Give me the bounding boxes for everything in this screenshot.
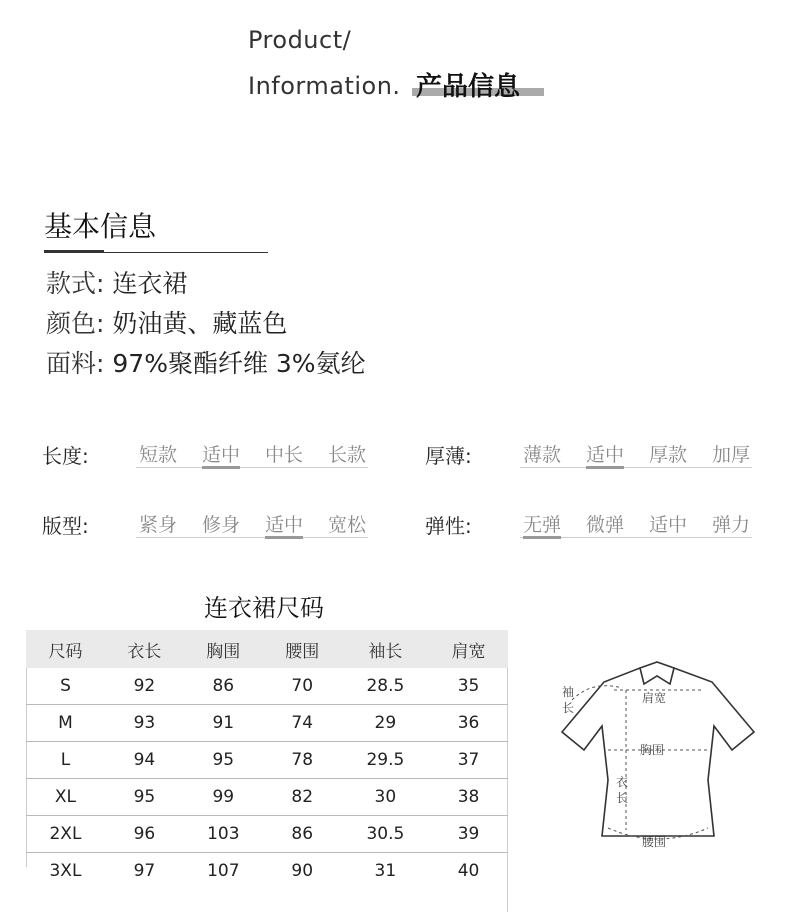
attr-thickness-opt: 适中 (586, 444, 625, 466)
measurement-lines (572, 686, 708, 839)
table-cell: 86 (263, 816, 342, 853)
header-cn-title: 产品信息 (416, 72, 521, 102)
table-cell: 90 (291, 861, 314, 881)
table-header-cell: 衣长 (105, 630, 184, 668)
table-cell: 91 (184, 705, 263, 742)
attr-fit-opt: 适中 (265, 514, 304, 536)
garment-measurement-diagram (552, 660, 762, 860)
table-cell: 36 (429, 705, 508, 742)
table-cell: 38 (429, 779, 508, 816)
attr-fit-line (136, 537, 368, 538)
info-row-style (46, 264, 187, 300)
table-cell: 74 (263, 705, 342, 742)
table-row (26, 816, 508, 853)
waist-label: 腰围 (642, 835, 667, 849)
info-label: 款式: (46, 269, 105, 298)
basic-info-title: 基本信息 (44, 210, 157, 243)
sleeve-label-2: 长 (562, 701, 575, 715)
info-label: 颜色: (46, 309, 105, 338)
attr-elasticity-selected-marker (523, 536, 561, 539)
table-cell: 92 (105, 668, 184, 705)
table-cell: 28.5 (342, 668, 429, 705)
table-cell: 96 (105, 816, 184, 853)
info-value: 奶油黄、藏蓝色 (112, 309, 288, 338)
table-cell: 86 (184, 668, 263, 705)
attr-fit-selected-marker (265, 536, 303, 539)
attr-thickness-opt: 薄款 (523, 444, 562, 466)
info-row-fabric (46, 344, 366, 380)
table-row (26, 779, 508, 816)
table-header-cell: 胸围 (184, 630, 263, 668)
table-cell: 30.5 (342, 816, 429, 853)
table-cell: 94 (105, 742, 184, 779)
attr-fit-opt: 修身 (202, 514, 241, 536)
table-cell: 103 (184, 816, 263, 853)
attr-fit-label: 版型: (42, 514, 89, 538)
chest-label: 胸围 (640, 743, 665, 757)
attr-length-opt: 短款 (139, 444, 178, 466)
table-cell: 2XL (26, 816, 105, 853)
table-header-cell: 腰围 (263, 630, 342, 668)
attr-thickness-label: 厚薄: (425, 444, 472, 468)
header-line1: Product/ (248, 26, 352, 54)
attr-thickness-line (520, 467, 752, 468)
table-cell: 35 (429, 668, 508, 705)
info-value: 连衣裙 (112, 269, 188, 298)
info-value: 97%聚酯纤维 3%氨纶 (112, 349, 366, 378)
table-cell: S (26, 668, 105, 705)
table-cell: 37 (429, 742, 508, 779)
table-header-cell: 袖长 (342, 630, 429, 668)
attr-length-opt: 适中 (202, 444, 241, 466)
attr-length-line (136, 467, 368, 468)
table-header-cell: 尺码 (26, 630, 105, 668)
attr-length-opt: 中长 (265, 444, 304, 466)
attr-length-opt: 长款 (328, 444, 367, 466)
attr-fit-opt: 紧身 (139, 514, 178, 536)
attr-elasticity-label: 弹性: (425, 514, 472, 538)
table-cell: 107 (207, 861, 240, 881)
table-cell: 39 (429, 816, 508, 853)
table-cell: 40 (457, 861, 480, 881)
table-cell: 29 (342, 705, 429, 742)
attr-thickness-selected-marker (586, 466, 624, 469)
attr-elasticity-opt: 适中 (649, 514, 688, 536)
table-cell: 30 (342, 779, 429, 816)
table-cell: XL (26, 779, 105, 816)
basic-info-divider-accent (44, 250, 104, 253)
attr-elasticity-opt: 无弹 (523, 514, 562, 536)
table-cell: 82 (263, 779, 342, 816)
size-table (26, 630, 508, 889)
table-row (26, 853, 508, 890)
attr-length-selected-marker (202, 466, 240, 469)
size-table-header-row (26, 630, 508, 668)
attr-elasticity-opt: 微弹 (586, 514, 625, 536)
table-cell: 29.5 (342, 742, 429, 779)
info-label: 面料: (46, 349, 105, 378)
size-table-title: 连衣裙尺码 (204, 594, 324, 622)
table-row (26, 742, 508, 779)
length-label-1: 衣 (616, 775, 629, 789)
table-cell: 97 (133, 861, 156, 881)
table-cell: 78 (263, 742, 342, 779)
attr-fit-opt: 宽松 (328, 514, 367, 536)
attr-length-label: 长度: (42, 444, 89, 468)
table-cell: L (26, 742, 105, 779)
table-cell: 70 (263, 668, 342, 705)
attr-thickness-opt: 厚款 (649, 444, 688, 466)
length-label-2: 长 (616, 791, 629, 805)
table-cell: 3XL (49, 861, 82, 881)
info-row-color (46, 304, 287, 340)
table-row (26, 705, 508, 742)
table-cell: 31 (374, 861, 397, 881)
table-cell: 99 (184, 779, 263, 816)
table-row (26, 668, 508, 705)
table-cell: 95 (184, 742, 263, 779)
table-cell: 95 (105, 779, 184, 816)
shoulder-label: 肩宽 (642, 691, 667, 705)
table-cell: 93 (105, 705, 184, 742)
header-line2: Information. (248, 72, 401, 100)
attr-thickness-opt: 加厚 (712, 444, 751, 466)
table-header-cell: 肩宽 (429, 630, 508, 668)
attr-elasticity-opt: 弹力 (712, 514, 751, 536)
table-cell: M (26, 705, 105, 742)
sleeve-label-1: 袖 (562, 685, 575, 699)
